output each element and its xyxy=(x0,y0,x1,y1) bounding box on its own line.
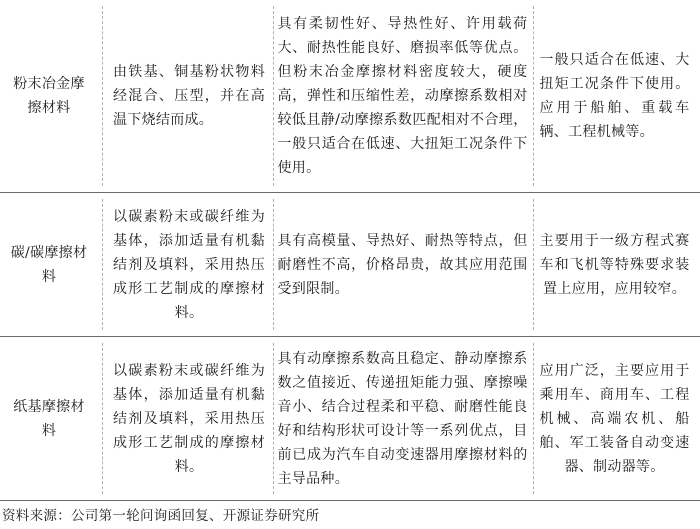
material-name-cell xyxy=(0,337,98,500)
table-row xyxy=(0,337,700,501)
process-cell xyxy=(106,193,272,336)
column-divider xyxy=(102,343,103,494)
table-row xyxy=(0,0,700,193)
application-cell xyxy=(537,193,692,336)
process-text: 以碳素粉末或碳纤维为基体，添加适量有机黏结剂及填料，采用热压成形工艺制成的摩擦材料。 xyxy=(113,208,265,321)
column-divider xyxy=(533,6,534,186)
features-text: 具有高模量、导热好、耐热等特点，但耐磨性不高，价格昂贵，故其应用范围受到限制。 xyxy=(277,232,528,297)
column-divider xyxy=(102,199,103,330)
material-name: 碳/碳摩擦材料 xyxy=(10,244,88,285)
features-cell xyxy=(276,193,529,336)
material-name-cell xyxy=(0,0,98,192)
column-divider xyxy=(273,343,274,494)
application-text: 主要用于一级方程式赛车和飞机等特殊要求装置上应用，应用较窄。 xyxy=(539,232,690,297)
column-divider xyxy=(533,199,534,330)
application-text: 一般只适合在低速、大扭矩工况条件下使用。应用于船舶、重载车辆、工程机械等。 xyxy=(539,52,690,140)
table-row xyxy=(0,193,700,337)
column-divider xyxy=(273,6,274,186)
material-name: 纸基摩擦材料 xyxy=(13,398,85,439)
column-divider xyxy=(273,199,274,330)
process-text: 由铁基、铜基粉状物料经混合、压型，并在高温下烧结而成。 xyxy=(113,64,265,128)
application-text: 应用广泛，主要应用于乘用车、商用车、工程机械、高端农机、船舶、军工装备自动变速器、制动器等。 xyxy=(539,362,690,475)
material-name-cell xyxy=(0,193,98,336)
process-cell xyxy=(106,0,272,192)
features-cell xyxy=(276,337,529,500)
source-note: 资料来源：公司第一轮问询函回复、开源证券研究所 xyxy=(2,508,320,524)
process-cell xyxy=(106,337,272,500)
process-text: 以碳素粉末或碳纤维为基体，添加适量有机黏结剂及填料，采用热压成形工艺制成的摩擦材料。 xyxy=(113,362,265,475)
application-cell xyxy=(537,0,692,192)
material-name: 粉末冶金摩擦材料 xyxy=(13,76,85,116)
column-divider xyxy=(102,6,103,186)
column-divider xyxy=(533,343,534,494)
features-text: 具有动摩擦系数高且稳定、静动摩擦系数之值接近、传递扭矩能力强、摩擦噪音小、结合过程柔和平稳、耐磨性能良好和结构形状可设计等一系列优点，目前已成为汽车自动变速器用摩擦材料的主导品种。 xyxy=(277,350,528,487)
application-cell xyxy=(537,337,692,500)
features-text: 具有柔韧性好、导热性好、许用载荷大、耐热性能良好、磨损率低等优点。但粉末冶金摩擦材料密度较大，硬度高，弹性和压缩性差，动摩擦系数相对较低且静/动摩擦系数匹配相对不合理，一般只适合在低速、大扭矩工况条件下使用。 xyxy=(277,16,528,176)
features-cell xyxy=(276,0,529,192)
